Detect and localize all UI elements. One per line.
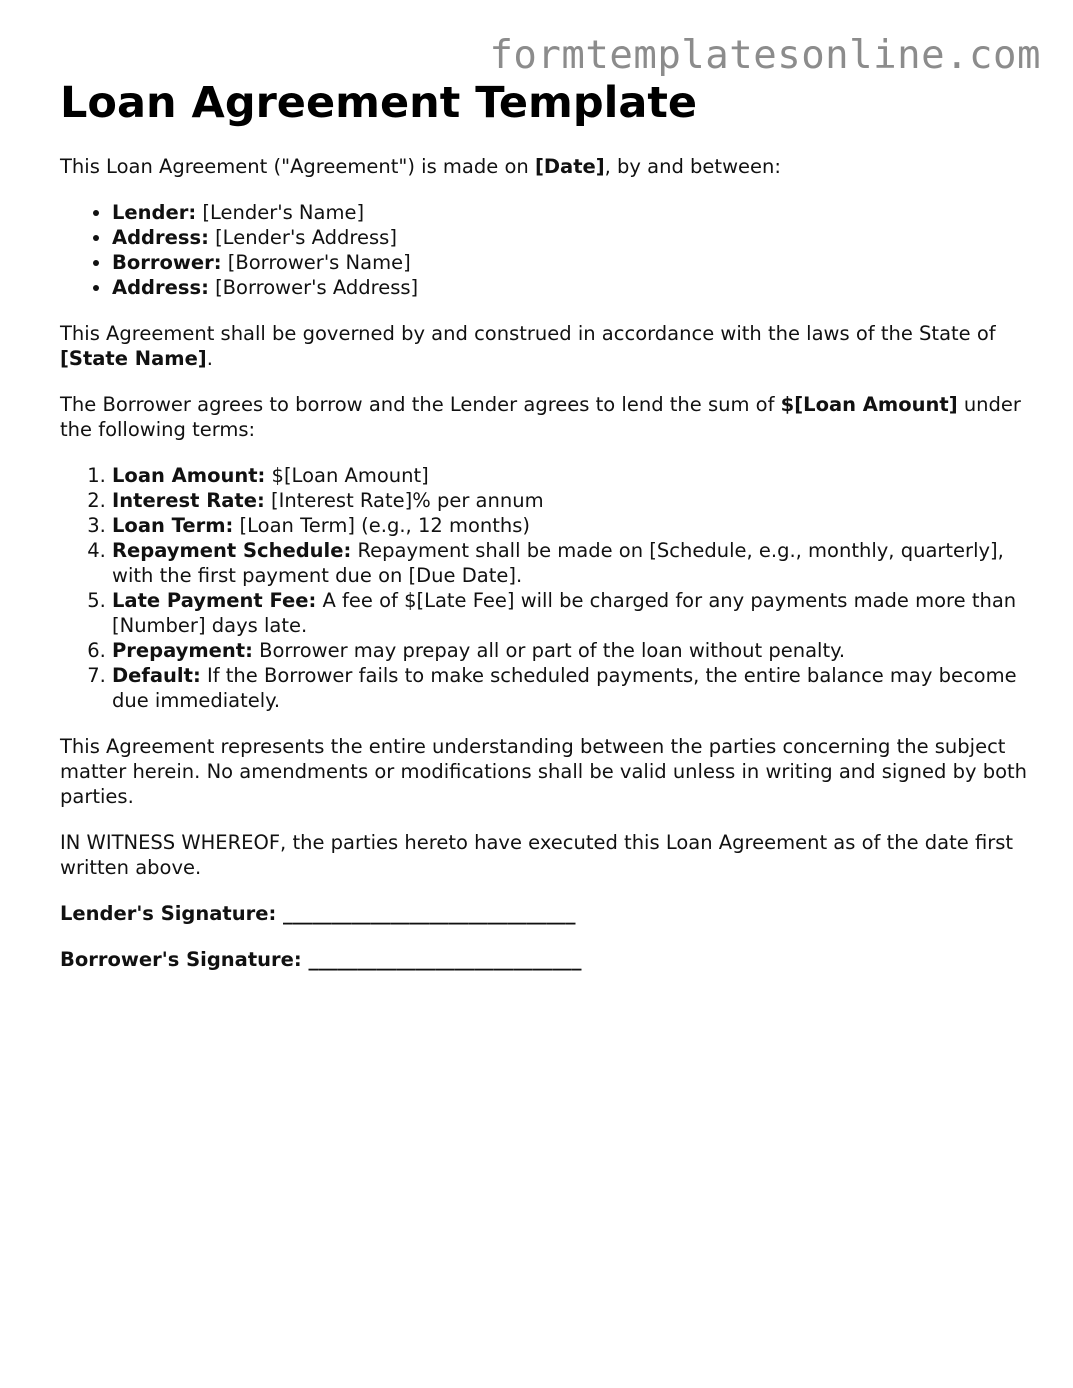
intro-paragraph	[60, 154, 1030, 179]
state-name: [State Name]	[60, 347, 207, 370]
borrow-text-before: The Borrower agrees to borrow and the Lender agrees to lend the sum of	[60, 393, 781, 416]
list-item	[112, 588, 1030, 638]
party-label: Borrower:	[112, 251, 222, 274]
terms-list	[60, 463, 1030, 713]
list-item	[112, 463, 1030, 488]
intro-text-after: , by and between:	[604, 155, 781, 178]
term-label: Interest Rate:	[112, 489, 265, 512]
party-value: [Borrower's Address]	[208, 276, 419, 299]
parties-list	[60, 200, 1030, 300]
witness-paragraph: IN WITNESS WHEREOF, the parties hereto have executed this Loan Agreement as of the date first written above.	[60, 831, 1014, 879]
term-value: Borrower may prepay all or part of the loan without penalty.	[252, 639, 846, 662]
page-title: Loan Agreement Template	[60, 78, 698, 128]
governing-text-before: This Agreement shall be governed by and construed in accordance with the laws of the State of	[60, 322, 996, 345]
entire-agreement-paragraph: This Agreement represents the entire understanding between the parties concerning the subject matter herein. No amendments or modifications shall be valid unless in writing and signed by both parties.	[60, 735, 1028, 808]
lender-signature-line[interactable]: Lender's Signature: ______________________________	[60, 902, 576, 925]
intro-text-before: This Loan Agreement ("Agreement") is made on	[60, 155, 535, 178]
list-item	[112, 488, 1030, 513]
borrow-paragraph	[60, 392, 1030, 442]
term-value: A fee of $[Late Fee] will be charged for any payments made more than [Number] days late.	[112, 589, 1017, 637]
watermark: formtemplatesonline.com	[489, 33, 1041, 78]
list-item	[112, 513, 1030, 538]
list-item	[112, 638, 1030, 663]
list-item	[112, 225, 1030, 250]
borrower-signature-line[interactable]: Borrower's Signature: ____________________________	[60, 948, 582, 971]
loan-amount: $[Loan Amount]	[780, 393, 958, 416]
term-value: [Loan Term] (e.g., 12 months)	[233, 514, 531, 537]
party-value: [Lender's Address]	[208, 226, 397, 249]
term-label: Default:	[112, 664, 201, 687]
term-label: Late Payment Fee:	[112, 589, 317, 612]
term-label: Repayment Schedule:	[112, 539, 352, 562]
party-value: [Lender's Name]	[196, 201, 365, 224]
list-item	[112, 275, 1030, 300]
borrow-text-after: under the following terms:	[60, 393, 1021, 441]
governing-text-after: .	[206, 347, 213, 370]
term-value: [Interest Rate]% per annum	[264, 489, 544, 512]
list-item	[112, 538, 1030, 588]
term-label: Loan Amount:	[112, 464, 266, 487]
term-label: Prepayment:	[112, 639, 253, 662]
term-value: If the Borrower fails to make scheduled payments, the entire balance may become due immediately.	[112, 664, 1017, 712]
list-item	[112, 663, 1030, 713]
governing-law-paragraph	[60, 321, 1030, 371]
party-label: Address:	[112, 226, 209, 249]
party-value: [Borrower's Name]	[221, 251, 411, 274]
list-item	[112, 200, 1030, 225]
intro-date: [Date]	[534, 155, 605, 178]
party-label: Lender:	[112, 201, 197, 224]
document-page	[60, 78, 1030, 972]
term-value: Repayment shall be made on [Schedule, e.g., monthly, quarterly], with the first payment due on [Due Date].	[112, 539, 1004, 587]
list-item	[112, 250, 1030, 275]
term-value: $[Loan Amount]	[265, 464, 429, 487]
term-label: Loan Term:	[112, 514, 234, 537]
party-label: Address:	[112, 276, 209, 299]
